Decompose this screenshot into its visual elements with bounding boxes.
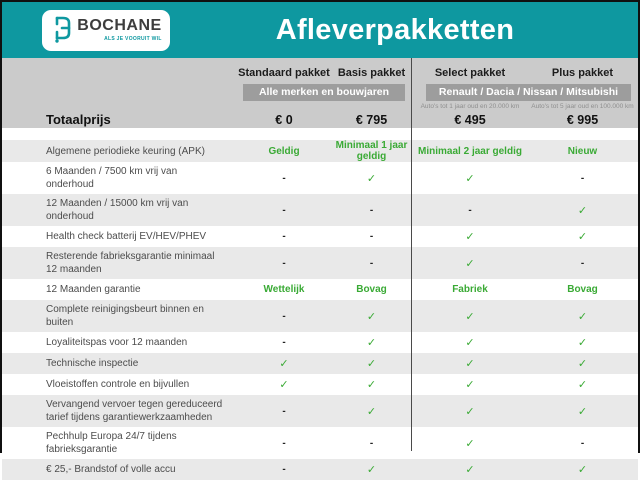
table-row xyxy=(2,374,638,395)
feature-value: - xyxy=(282,231,286,242)
feature-label: 12 Maanden / 15000 km vrij van onderhoud xyxy=(46,198,189,222)
feature-value: - xyxy=(282,464,286,475)
feature-value: Minimaal 2 jaar geldig xyxy=(418,145,522,157)
bochane-logo-icon xyxy=(50,14,72,47)
badges-row xyxy=(2,84,638,101)
feature-label: Technische inspectie xyxy=(46,358,139,369)
feature-value: - xyxy=(282,310,286,322)
feature-label: Algemene periodieke keuring (APK) xyxy=(46,145,205,157)
package-name-plus: Plus pakket xyxy=(551,67,614,79)
page-title: Afleverpakketten xyxy=(275,13,515,46)
feature-value: - xyxy=(282,257,286,269)
feature-value: - xyxy=(282,405,286,417)
feature-value: ✓ xyxy=(279,358,289,370)
feature-value: - xyxy=(282,204,286,216)
feature-value: ✓ xyxy=(465,172,475,185)
feature-value: ✓ xyxy=(465,405,475,418)
feature-value: - xyxy=(369,437,374,449)
feature-value: - xyxy=(282,337,286,348)
table-row xyxy=(2,162,638,194)
table-row xyxy=(2,300,638,332)
feature-label: Resterende fabrieksgarantie minimaal 12 maanden xyxy=(46,251,215,275)
feature-value: - xyxy=(369,231,374,242)
feature-label: Loyaliteitspas voor 12 maanden xyxy=(46,337,188,348)
feature-value: ✓ xyxy=(577,204,588,217)
table-row xyxy=(2,226,638,247)
feature-value: ✓ xyxy=(577,405,588,418)
logo-tagline-text: ALS JE VOORUIT WIL xyxy=(104,36,162,42)
package-header-band xyxy=(2,58,638,128)
table-row xyxy=(2,140,638,162)
feature-label: Pechhulp Europa 24/7 tijdens fabrieksgarantie xyxy=(46,431,177,455)
feature-value: Fabriek xyxy=(452,284,488,295)
table-row xyxy=(2,247,638,279)
feature-value: - xyxy=(580,172,585,184)
group-divider-line xyxy=(411,58,412,451)
feature-label: Vloeistoffen controle en bijvullen xyxy=(46,379,190,390)
package-name-select: Select pakket xyxy=(434,67,506,79)
feature-value: ✓ xyxy=(366,172,377,185)
badge-brand-list: Renault / Dacia / Nissan / Mitsubishi xyxy=(426,84,631,101)
bochane-logo xyxy=(42,10,170,51)
feature-value: ✓ xyxy=(577,337,588,349)
feature-label: Vervangend vervoer tegen gereduceerd tarief tijdens garantiewerkzaamheden xyxy=(46,399,223,423)
feature-value: ✓ xyxy=(577,358,588,370)
feature-value: - xyxy=(369,204,374,216)
table-row xyxy=(2,427,638,459)
caption-plus: Auto's tot 5 jaar oud en 100.000 km xyxy=(531,103,634,110)
totals-label: Totaalprijs xyxy=(46,112,111,127)
feature-label: 6 Maanden / 7500 km vrij van onderhoud xyxy=(46,166,178,190)
table-row xyxy=(2,459,638,480)
feature-value: Nieuw xyxy=(567,145,598,157)
package-name-standaard: Standaard pakket xyxy=(238,67,330,79)
feature-label: Health check batterij EV/HEV/PHEV xyxy=(46,231,207,242)
comparison-table xyxy=(2,140,638,480)
feature-value: ✓ xyxy=(577,379,588,391)
feature-value: ✓ xyxy=(465,464,475,476)
table-row xyxy=(2,194,638,226)
feature-value: ✓ xyxy=(279,379,289,391)
package-name-basis: Basis pakket xyxy=(337,67,406,79)
feature-value: ✓ xyxy=(366,337,377,349)
feature-value: ✓ xyxy=(465,231,475,243)
table-row xyxy=(2,332,638,353)
caption-select: Auto's tot 1 jaar oud en 20.000 km xyxy=(420,103,520,110)
feature-value: Minimaal 1 jaar geldig xyxy=(335,140,408,162)
totals-row xyxy=(2,112,638,127)
price-standaard: € 0 xyxy=(275,112,293,127)
feature-value: ✓ xyxy=(577,464,588,476)
feature-label: € 25,- Brandstof of volle accu xyxy=(46,464,176,475)
price-plus: € 995 xyxy=(566,112,599,127)
table-row xyxy=(2,279,638,300)
feature-value: Geldig xyxy=(268,145,300,157)
table-row xyxy=(2,353,638,374)
feature-value: - xyxy=(282,437,286,449)
feature-value: - xyxy=(282,172,286,184)
feature-value: Wettelijk xyxy=(263,284,305,295)
feature-value: - xyxy=(580,437,585,449)
feature-value: Bovag xyxy=(356,284,387,295)
feature-value: - xyxy=(468,204,472,216)
feature-value: ✓ xyxy=(465,358,475,370)
spacer xyxy=(2,128,638,140)
logo-text-block xyxy=(77,18,161,42)
package-names-row xyxy=(2,67,638,79)
price-select: € 495 xyxy=(454,112,486,127)
feature-label: Complete reinigingsbeurt binnen en buiten xyxy=(46,304,204,328)
feature-value: ✓ xyxy=(366,379,377,391)
feature-value: ✓ xyxy=(465,437,475,450)
feature-value: ✓ xyxy=(366,358,377,370)
feature-value: - xyxy=(580,257,585,269)
feature-label: 12 Maanden garantie xyxy=(46,284,141,295)
header-bar xyxy=(2,2,638,58)
feature-value: - xyxy=(369,257,374,269)
captions-row xyxy=(2,101,638,112)
feature-value: ✓ xyxy=(366,310,377,323)
table-row xyxy=(2,395,638,427)
feature-value: ✓ xyxy=(577,231,588,243)
logo-brand-text: BOCHANE xyxy=(77,17,162,34)
price-basis: € 795 xyxy=(355,112,388,127)
feature-value: ✓ xyxy=(465,310,475,323)
feature-value: ✓ xyxy=(577,310,588,323)
feature-value: ✓ xyxy=(465,379,475,391)
feature-value: ✓ xyxy=(465,257,475,270)
badge-all-brands: Alle merken en bouwjaren xyxy=(243,84,405,101)
feature-value: Bovag xyxy=(567,284,598,295)
feature-value: ✓ xyxy=(366,464,377,476)
feature-value: ✓ xyxy=(366,405,377,418)
feature-value: ✓ xyxy=(465,337,475,349)
